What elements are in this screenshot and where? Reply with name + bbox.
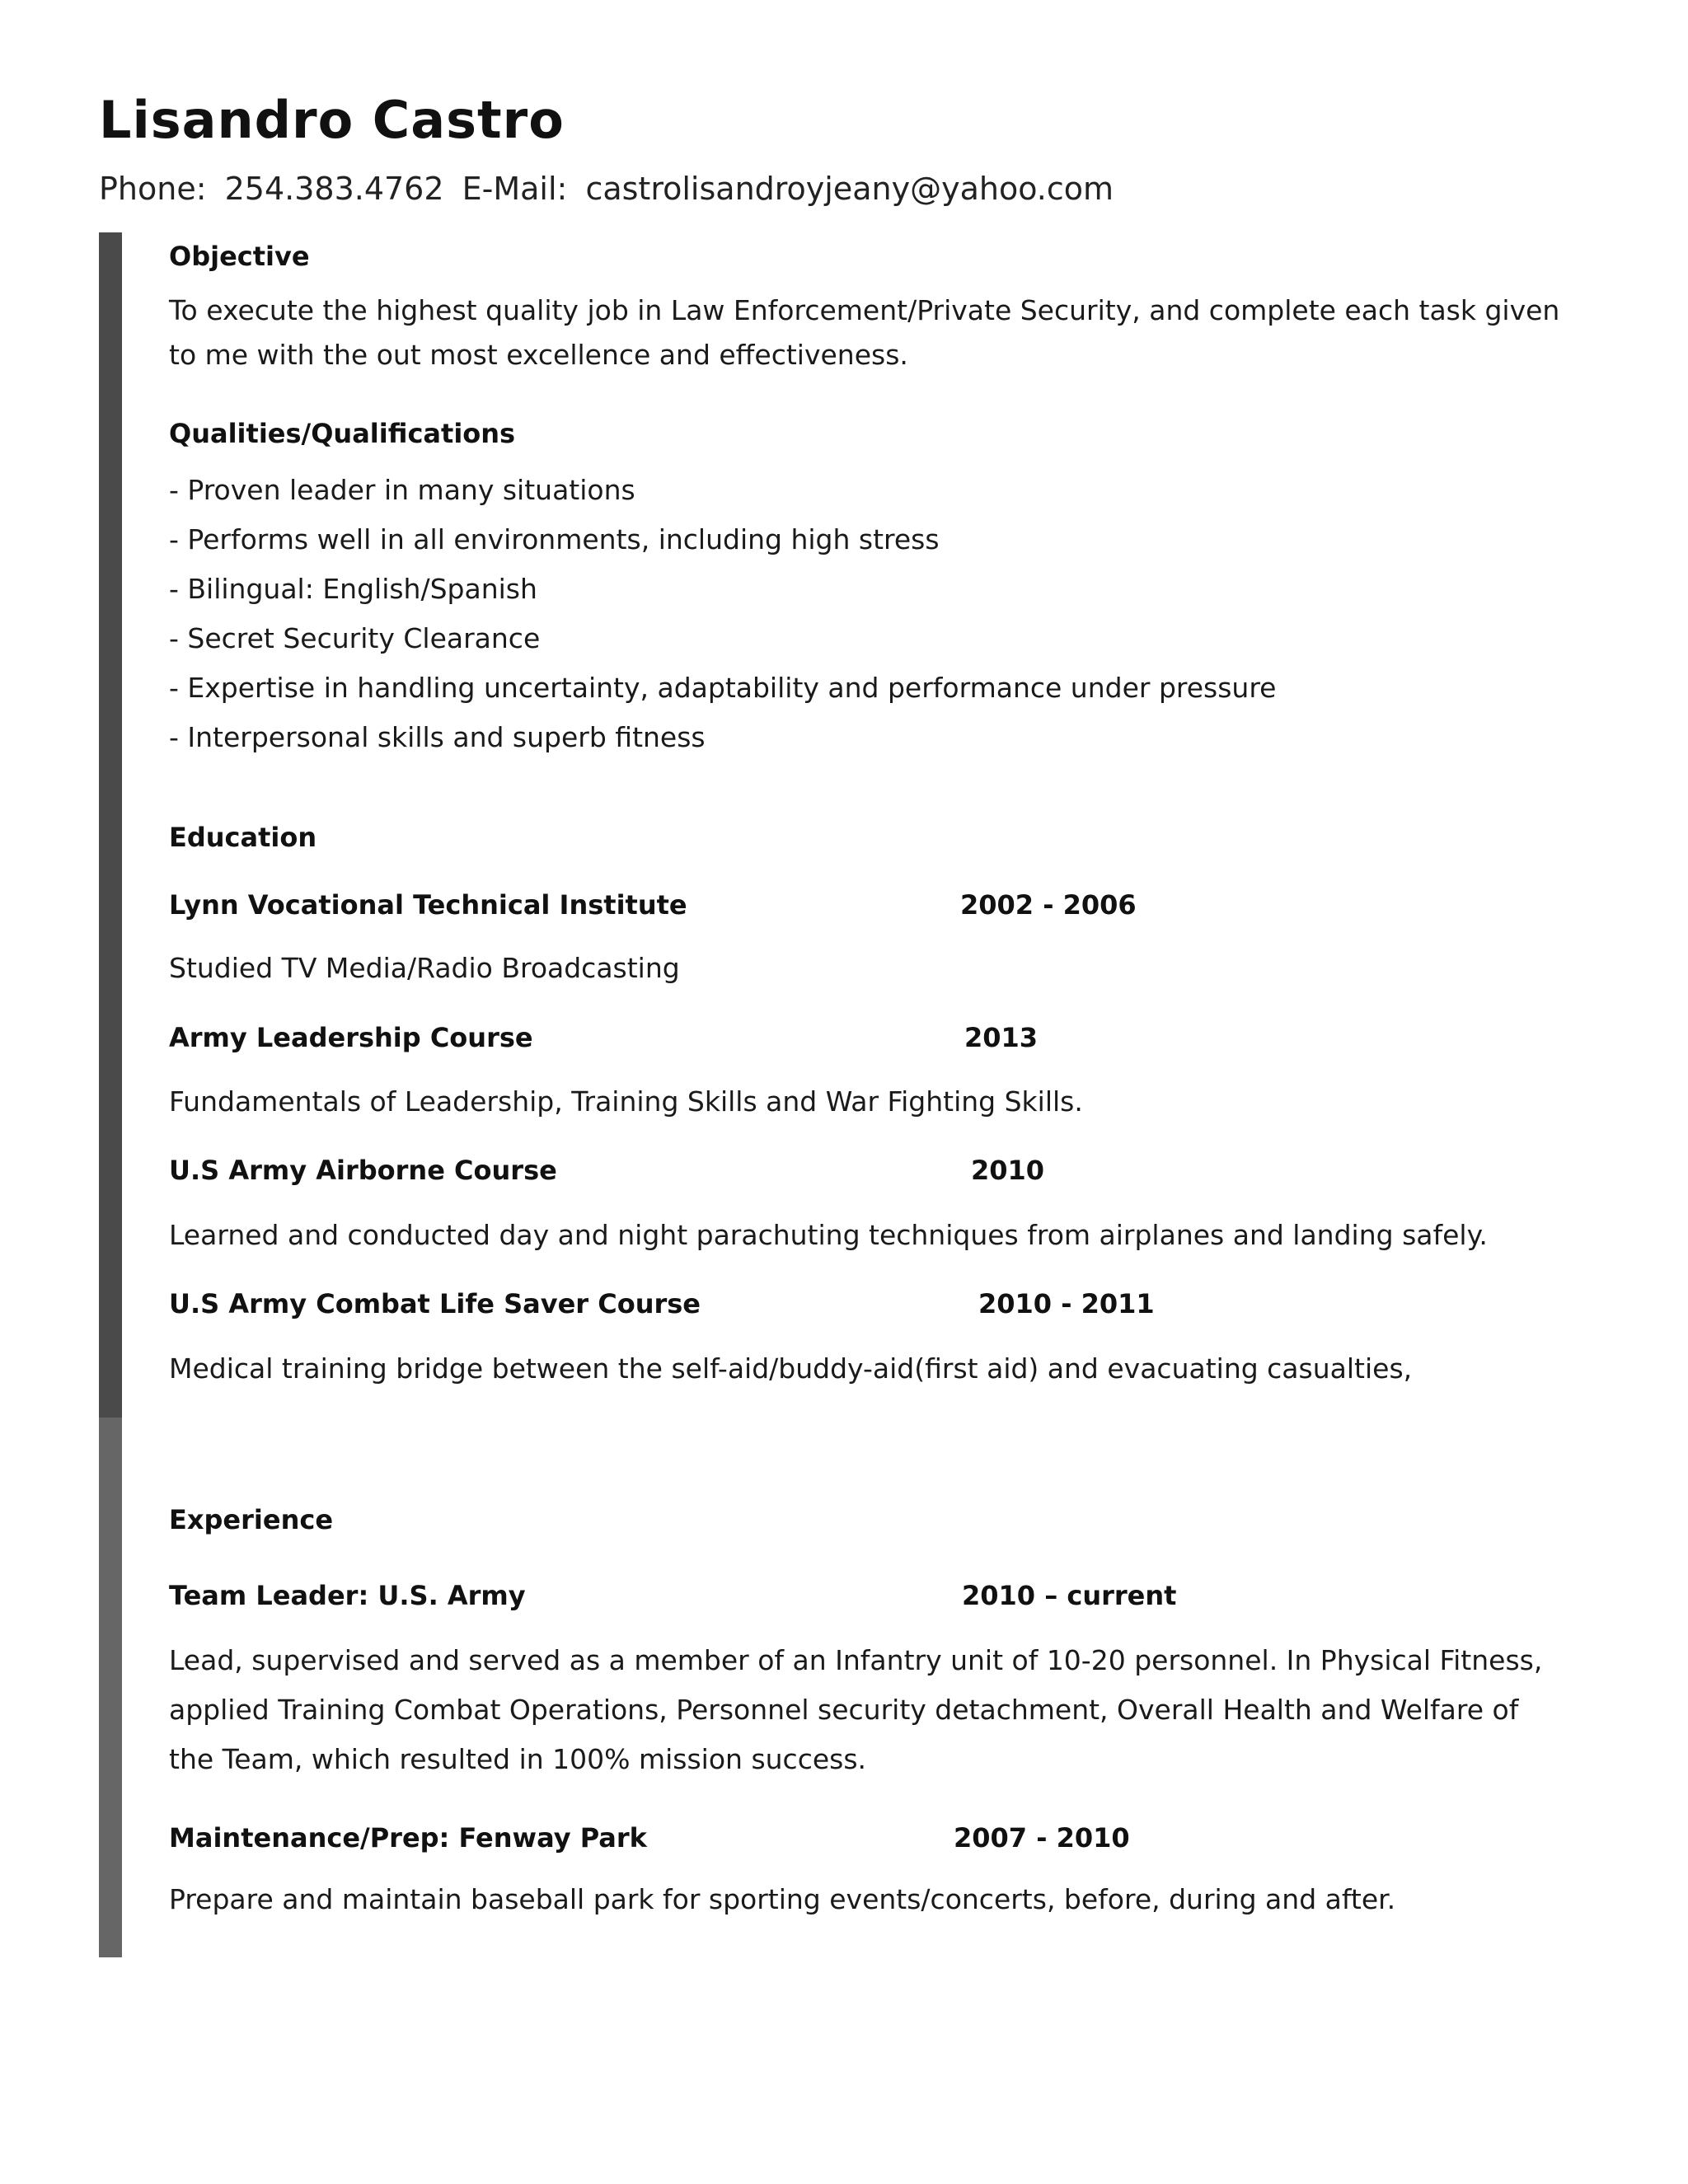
education-title: Army Leadership Course	[169, 1022, 533, 1053]
experience-title: Team Leader: U.S. Army	[169, 1580, 526, 1611]
qualification-item: - Performs well in all environments, including high stress	[169, 523, 940, 555]
experience-dates: 2010 – current	[962, 1580, 1177, 1611]
education-dates: 2002 - 2006	[960, 889, 1137, 921]
experience-dates: 2007 - 2010	[954, 1822, 1130, 1854]
candidate-name: Lisandro Castro	[99, 90, 565, 150]
education-dates: 2013	[964, 1022, 1039, 1053]
contact-line	[99, 171, 1122, 207]
education-heading: Education	[169, 822, 317, 853]
accent-bar-top	[99, 232, 122, 1418]
qualification-item: - Interpersonal skills and superb fitness	[169, 721, 706, 753]
qualification-item: - Bilingual: English/Spanish	[169, 573, 537, 605]
education-title: U.S Army Combat Life Saver Course	[169, 1288, 701, 1319]
experience-heading: Experience	[169, 1504, 334, 1535]
education-dates: 2010	[971, 1155, 1045, 1186]
objective-heading: Objective	[169, 241, 310, 272]
qualification-item: - Proven leader in many situations	[169, 474, 635, 506]
objective-text: To execute the highest quality job in Law Enforcement/Private Security, and complete each task given to me with the out most excellence and effectiveness.	[169, 294, 1560, 371]
education-description: Fundamentals of Leadership, Training Skills and War Fighting Skills.	[169, 1085, 1083, 1118]
phone-label: Phone:	[99, 171, 207, 207]
experience-description: Prepare and maintain baseball park for sporting events/concerts, before, during and after.	[169, 1883, 1396, 1915]
education-title: Lynn Vocational Technical Institute	[169, 889, 687, 921]
accent-bar-bottom	[99, 1418, 122, 1957]
experience-title: Maintenance/Prep: Fenway Park	[169, 1822, 647, 1854]
education-description: Studied TV Media/Radio Broadcasting	[169, 952, 680, 984]
education-description: Learned and conducted day and night parachuting techniques from airplanes and landing safely.	[169, 1219, 1488, 1251]
education-dates: 2010 - 2011	[978, 1288, 1155, 1319]
phone-number: 254.383.4762	[224, 171, 444, 207]
education-description: Medical training bridge between the self-aid/buddy-aid(first aid) and evacuating casualties,	[169, 1352, 1413, 1385]
qualification-item: - Secret Security Clearance	[169, 622, 541, 654]
education-title: U.S Army Airborne Course	[169, 1155, 557, 1186]
qualifications-heading: Qualities/Qualifications	[169, 418, 516, 449]
email-label: E-Mail:	[462, 171, 568, 207]
experience-description: Lead, supervised and served as a member of an Infantry unit of 10-20 personnel. In Physical Fitness, applied Training Combat Operations, Personnel security detachment, Overall Health and Welfare of the Team, which resulted in 100% mission success.	[169, 1644, 1543, 1775]
qualification-item: - Expertise in handling uncertainty, adaptability and performance under pressure	[169, 672, 1277, 704]
email-address: castrolisandroyjeany@yahoo.com	[585, 171, 1114, 207]
